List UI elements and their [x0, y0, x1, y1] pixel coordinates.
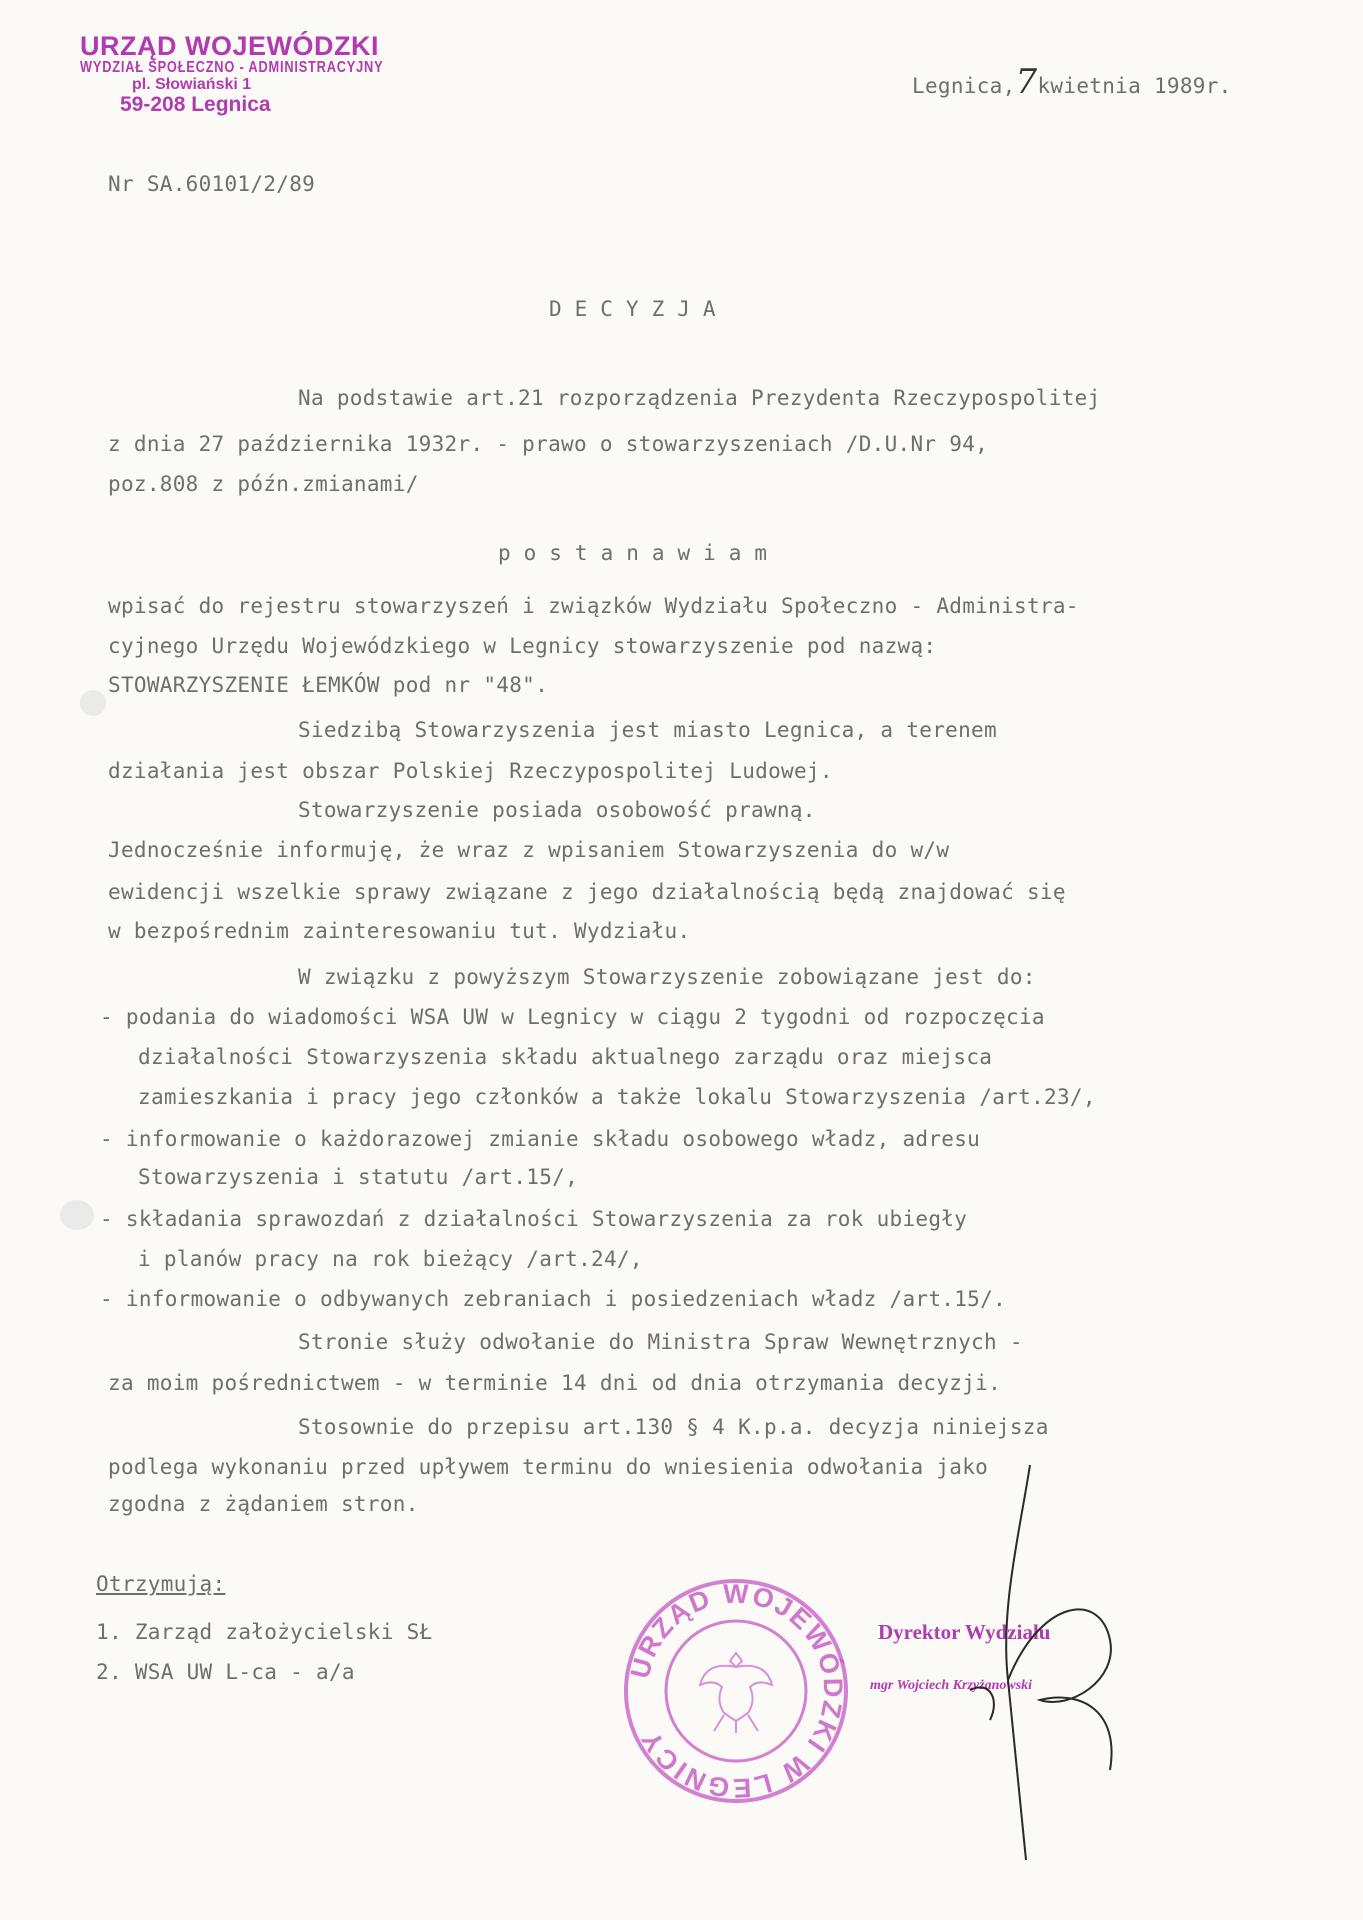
body-line: Stowarzyszenie posiada osobowość prawną.: [298, 798, 816, 822]
body-line: działania jest obszar Polskiej Rzeczypospolitej Ludowej.: [108, 759, 833, 783]
intro-line-2: z dnia 27 października 1932r. - prawo o stowarzyszeniach /D.U.Nr 94,: [108, 432, 989, 456]
body-line: ewidencji wszelkie sprawy związane z jego działalnością będą znajdować się: [108, 880, 1066, 904]
eagle-emblem-icon: [700, 1653, 772, 1733]
document-title: DECYZJA: [549, 297, 729, 321]
month-year: kwietnia 1989r.: [1037, 74, 1232, 98]
round-stamp-text: URZĄD WOJEWÓDZKI W LEGNICY: [624, 1578, 849, 1804]
body-line: Stosownie do przepisu art.130 § 4 K.p.a. decyzja niniejsza: [298, 1415, 1049, 1439]
body-line: zamieszkania i pracy jego członków a także lokalu Stowarzyszenia /art.23/,: [138, 1085, 1096, 1109]
body-line: w bezpośrednim zainteresowaniu tut. Wydziału.: [108, 919, 691, 943]
body-line: - informowanie o odbywanych zebraniach i posiedzeniach władz /art.15/.: [100, 1287, 1007, 1311]
place-date: [912, 62, 1232, 102]
signer-name: mgr Wojciech Krzyżanowski: [870, 1678, 1033, 1693]
body-line: cyjnego Urzędu Wojewódzkiego w Legnicy stowarzyszenie pod nazwą:: [108, 634, 937, 658]
body-line: W związku z powyższym Stowarzyszenie zobowiązane jest do:: [298, 965, 1036, 989]
body-line: działalności Stowarzyszenia składu aktualnego zarządu oraz miejsca: [138, 1045, 993, 1069]
office-street: pl. Słowiański 1: [132, 76, 252, 94]
body-line: podlega wykonaniu przed upływem terminu do wniesienia odwołania jako: [108, 1455, 989, 1479]
body-line: Jednocześnie informuję, że wraz z wpisaniem Stowarzyszenia do w/w: [108, 838, 950, 862]
recipient-item: 2. WSA UW L-ca - a/a: [96, 1660, 355, 1684]
body-line: i planów pracy na rok bieżący /art.24/,: [138, 1247, 643, 1271]
office-name: URZĄD WOJEWÓDZKI: [80, 31, 379, 61]
body-line: Siedzibą Stowarzyszenia jest miasto Legnica, a terenem: [298, 718, 997, 742]
office-city: 59-208 Legnica: [120, 92, 271, 116]
paper-blemish: [80, 690, 106, 716]
handwritten-signature: [960, 1450, 1140, 1870]
intro-line-1: Na podstawie art.21 rozporządzenia Prezydenta Rzeczypospolitej: [298, 386, 1101, 410]
body-line: - składania sprawozdań z działalności Stowarzyszenia za rok ubiegły: [100, 1207, 968, 1231]
day-handwritten: 7: [1015, 62, 1038, 102]
intro-line-3: poz.808 z późn.zmianami/: [108, 472, 419, 496]
recipients-heading: Otrzymują:: [96, 1572, 226, 1596]
decision-word: postanawiam: [498, 541, 781, 565]
body-line: STOWARZYSZENIE ŁEMKÓW pod nr "48".: [108, 673, 549, 697]
body-line: za moim pośrednictwem - w terminie 14 dni od dnia otrzymania decyzji.: [108, 1371, 1002, 1395]
body-line: - informowanie o każdorazowej zmianie składu osobowego władz, adresu: [100, 1127, 981, 1151]
body-line: Stronie służy odwołanie do Ministra Spraw Wewnętrznych -: [298, 1330, 1023, 1354]
office-department: WYDZIAŁ SPOŁECZNO - ADMINISTRACYJNY: [80, 59, 384, 77]
paper-blemish: [60, 1200, 94, 1230]
body-line: zgodna z żądaniem stron.: [108, 1492, 419, 1516]
office-header-stamp: [80, 32, 459, 116]
place: Legnica,: [912, 74, 1016, 98]
reference-number: Nr SA.60101/2/89: [108, 172, 316, 196]
signer-title: Dyrektor Wydziału: [878, 1620, 1051, 1644]
body-line: Stowarzyszenia i statutu /art.15/,: [138, 1165, 579, 1189]
recipient-item: 1. Zarząd założycielski SŁ: [96, 1620, 433, 1644]
round-official-stamp: [620, 1575, 852, 1807]
body-line: - podania do wiadomości WSA UW w Legnicy w ciągu 2 tygodni od rozpoczęcia: [100, 1005, 1045, 1029]
body-line: wpisać do rejestru stowarzyszeń i związków Wydziału Społeczno - Administra-: [108, 594, 1079, 618]
